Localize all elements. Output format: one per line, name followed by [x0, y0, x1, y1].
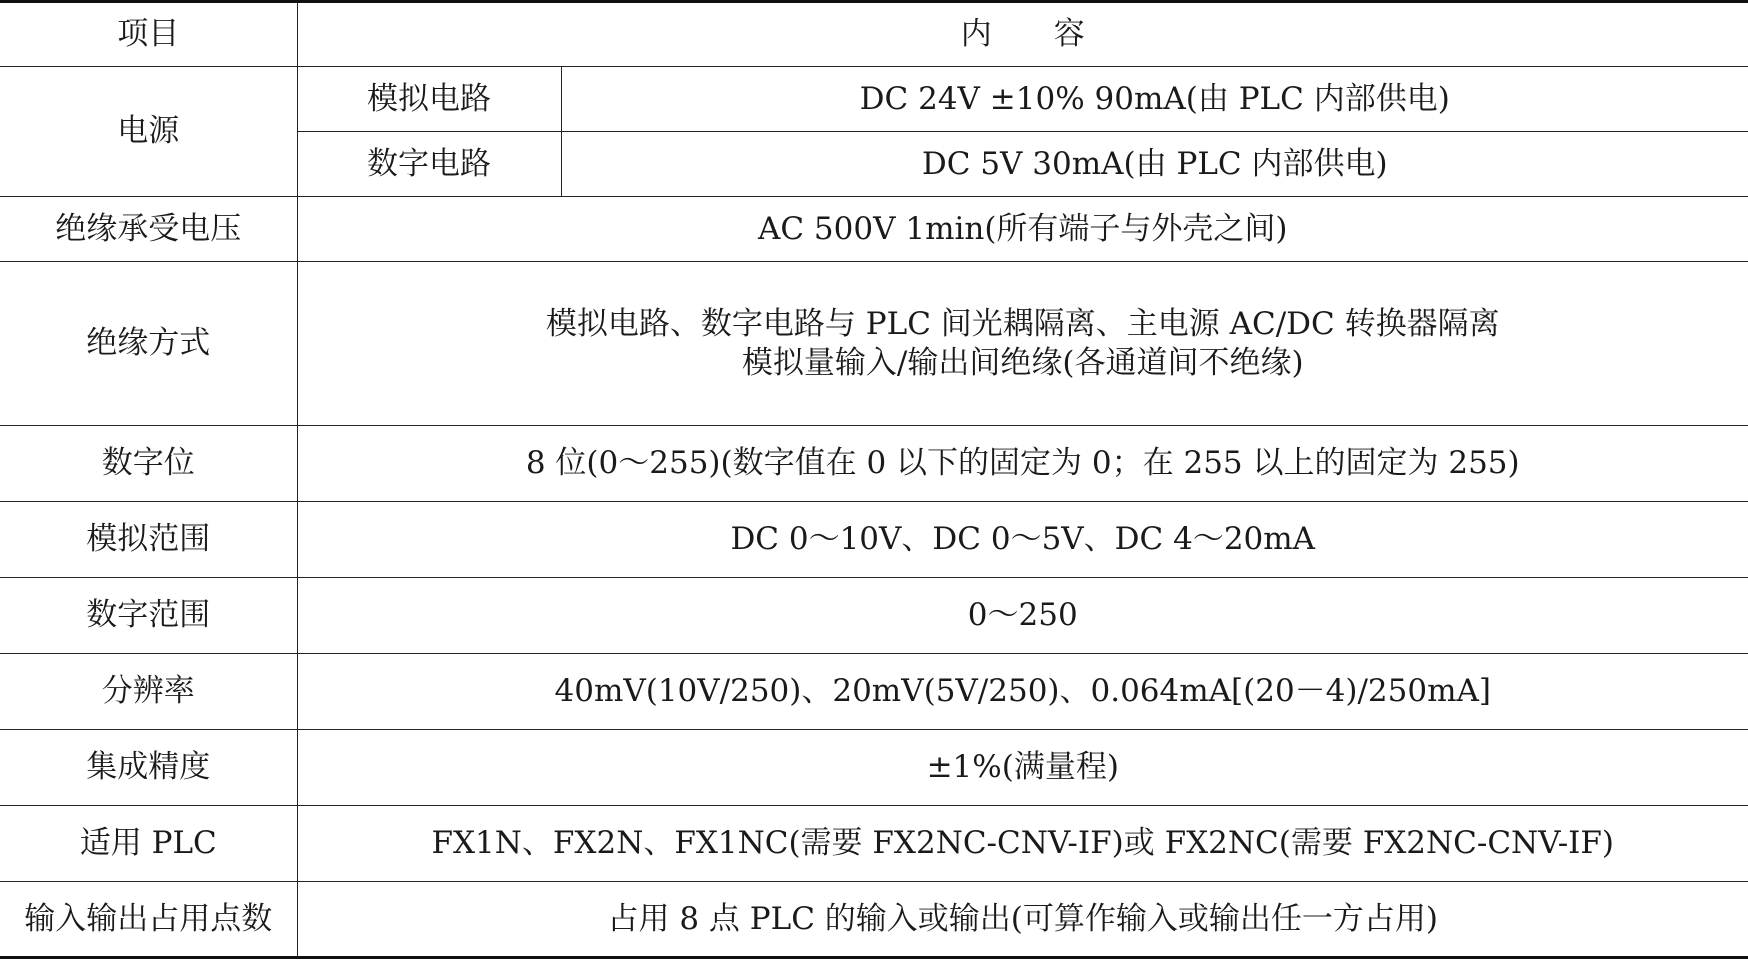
insulation-method-line: 模拟量输入/输出间绝缘(各通道间不绝缘)	[741, 344, 1304, 381]
io-points-value: 占用 8 点 PLC 的输入或输出(可算作输入或输出任一方占用)	[297, 882, 1748, 958]
resolution-label: 分辨率	[0, 654, 297, 730]
insulation-voltage-value: AC 500V 1min(所有端子与外壳之间)	[297, 197, 1748, 262]
accuracy-value: ±1%(满量程)	[297, 730, 1748, 806]
digital-bits-value: 8 位(0～255)(数字值在 0 以下的固定为 0；在 255 以上的固定为 255)	[297, 426, 1748, 502]
table-row	[0, 67, 1748, 132]
digital-circuit-value: DC 5V 30mA(由 PLC 内部供电)	[561, 132, 1748, 197]
applicable-plc-value: FX1N、FX2N、FX1NC(需要 FX2NC-CNV-IF)或 FX2NC(需要 FX2NC-CNV-IF)	[297, 806, 1748, 882]
table-row	[0, 806, 1748, 882]
power-label: 电源	[0, 67, 297, 197]
analog-circuit-label: 模拟电路	[297, 67, 561, 132]
table-row	[0, 262, 1748, 426]
applicable-plc-label: 适用 PLC	[0, 806, 297, 882]
io-points-label: 输入输出占用点数	[0, 882, 297, 958]
analog-range-label: 模拟范围	[0, 502, 297, 578]
insulation-method-value	[297, 262, 1748, 426]
digital-range-value: 0～250	[297, 578, 1748, 654]
header-row	[0, 2, 1748, 67]
table-row	[0, 502, 1748, 578]
analog-range-value: DC 0～10V、DC 0～5V、DC 4～20mA	[297, 502, 1748, 578]
header-content: 内 容	[297, 2, 1748, 67]
insulation-voltage-label: 绝缘承受电压	[0, 197, 297, 262]
insulation-method-line: 模拟电路、数字电路与 PLC 间光耦隔离、主电源 AC/DC 转换器隔离	[545, 305, 1500, 342]
analog-circuit-value: DC 24V ±10% 90mA(由 PLC 内部供电)	[561, 67, 1748, 132]
header-item: 项目	[0, 2, 297, 67]
table-row	[0, 882, 1748, 958]
insulation-method-label: 绝缘方式	[0, 262, 297, 426]
resolution-value: 40mV(10V/250)、20mV(5V/250)、0.064mA[(20－4)/250mA]	[297, 654, 1748, 730]
table-row	[0, 654, 1748, 730]
table-row	[0, 730, 1748, 806]
table-row	[0, 578, 1748, 654]
digital-circuit-label: 数字电路	[297, 132, 561, 197]
table-row	[0, 197, 1748, 262]
table-row	[0, 426, 1748, 502]
digital-bits-label: 数字位	[0, 426, 297, 502]
accuracy-label: 集成精度	[0, 730, 297, 806]
digital-range-label: 数字范围	[0, 578, 297, 654]
